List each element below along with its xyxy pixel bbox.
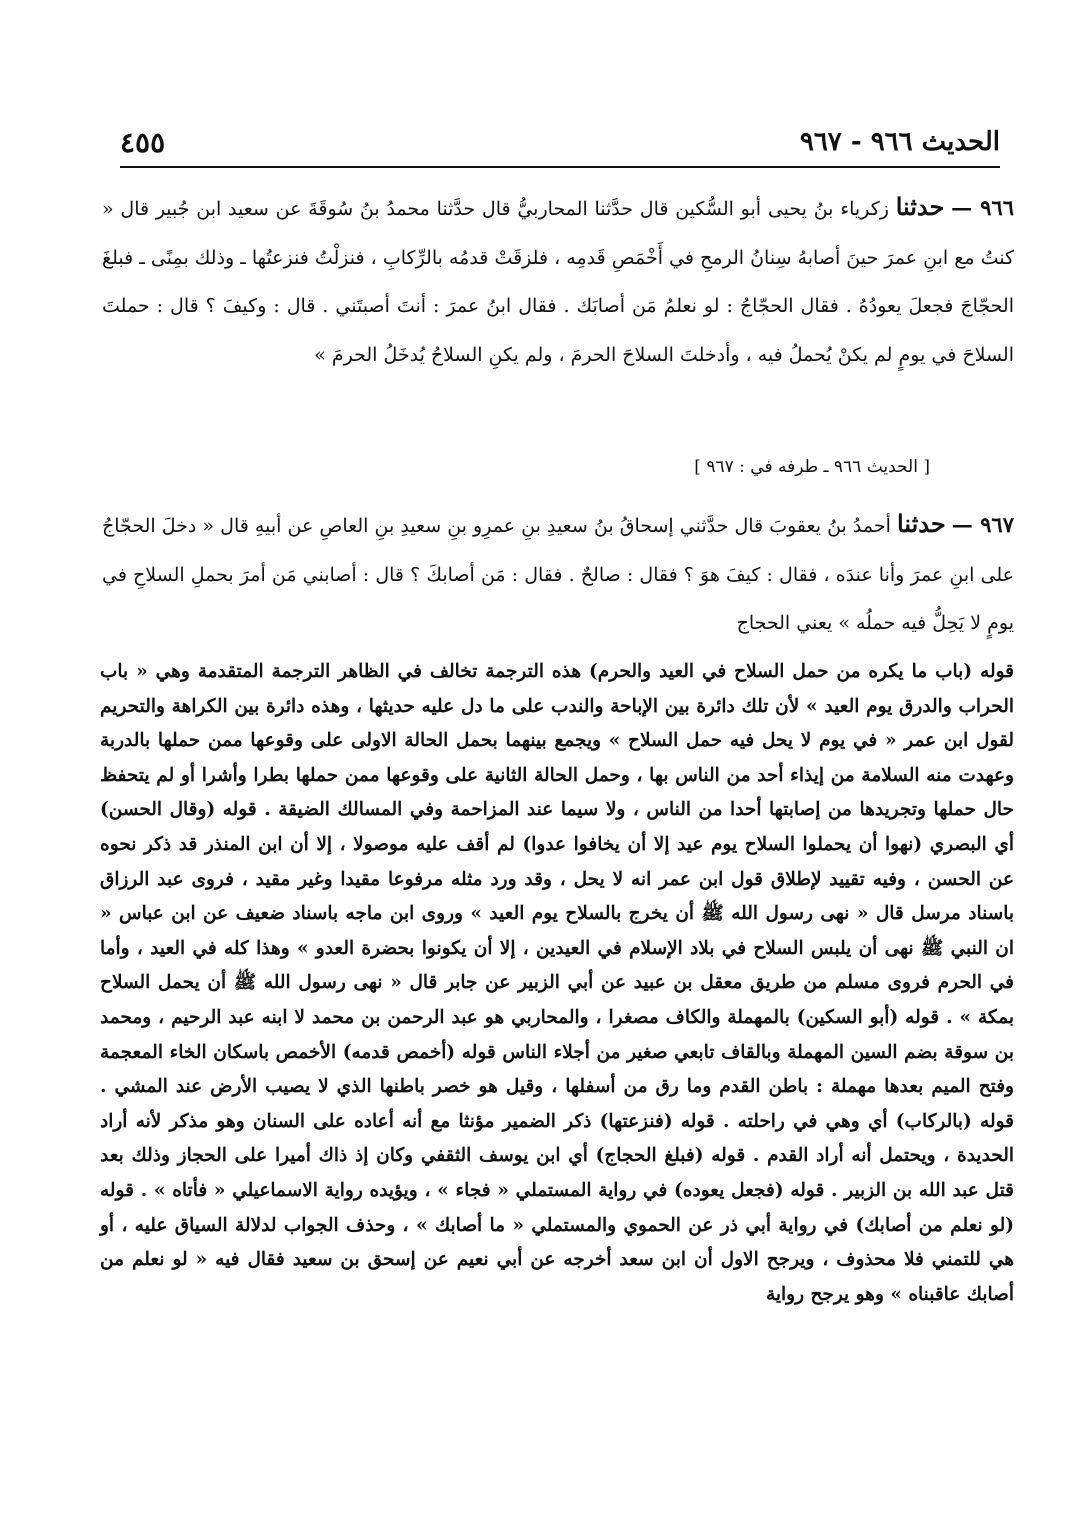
hadith-lead-word: حدثنا — [895, 192, 945, 221]
running-title: الحديث ٩٦٦ - ٩٦٧ — [799, 127, 1000, 157]
hadith-966-text-block — [102, 183, 1014, 379]
hadith-967 — [102, 500, 1014, 648]
page-header — [120, 118, 1000, 168]
page-number: ٤٥٥ — [120, 125, 166, 159]
hadith-text: زكرياء بنُ يحيى أبو السُّكين قال حدَّثنا المحاربيُّ قال حدَّثنا محمدُ بنُ سُوقَةَ عن سعيد ابن جُبير قال « كنتُ مع ابنِ عمرَ حينَ أصابهُ سِنانُ الرمحِ في أَخْمَصِ قَدمِه ، فلزقَتْ قدمُه بالرِّكابِ ، فنزلْتُ فنزعتُها ـ وذلك بمِنًى ـ فبلغَ الحجّاجَ فجعلَ يعودُهُ . فقال الحجّاجُ : لو نعلمُ مَن أصابَك . فقال ابنُ عمرَ : أنتَ أصبتَني . قال : وكيفَ ؟ قال : حملتَ السلاحَ في يومٍ لم يكنْ يُحملُ فيه ، وأدخلتَ السلاحَ الحرمَ ، ولم يكنِ السلاحُ يُدخَلُ الحرمَ » — [102, 198, 1014, 366]
hadith-number: ٩٦٦ — — [951, 195, 1014, 220]
hadith-text: أحمدُ بنُ يعقوبَ قال حدَّثني إسحاقُ بنُ سعيدِ بنِ عمرِو بنِ سعيدِ بنِ العاصِ عن أبيهِ قال « دخلَ الحجّاجُ على ابنِ عمرَ وأنا عندَه ، فقال : كيفَ هوَ ؟ فقال : صالحٌ . فقال : مَن أصابكَ ؟ قال : أصابني مَن أمرَ بحملِ السلاحِ في يومٍ لا يَحِلُّ فيه حملُه » يعني الحجاج — [102, 515, 1014, 634]
cross-reference: [ الحديث ٩٦٦ ـ طرفه في : ٩٦٧ ] — [694, 457, 930, 477]
commentary-block: قوله (باب ما يكره من حمل السلاح في العيد والحرم) هذه الترجمة تخالف في الظاهر الترجمة المتقدمة وهي « باب الحراب والدرق يوم العيد » لأن تلك دائرة بين الإباحة والندب على ما دل عليه حديثها ، وهذه دائرة بين الكراهة والتحريم لقول ابن عمر « في يوم لا يحل فيه حمل السلاح » ويجمع بينهما بحمل الحالة الاولى على وقوعها ممن حملها بالدربة وعهدت منه السلامة من إيذاء أحد من الناس بها ، وحمل الحالة الثانية على وقوعها ممن حملها بطرا وأشرا أو لم يتحفظ حال حملها وتجريدها من إصابتها أحدا من الناس ، ولا سيما عند المزاحمة وفي المسالك الضيقة . قوله (وقال الحسن) أي البصري (نهوا أن يحملوا السلاح يوم عيد إلا أن يخافوا عدوا) لم أقف عليه موصولا ، إلا أن ابن المنذر قد ذكر نحوه عن الحسن ، وفيه تقييد لإطلاق قول ابن عمر انه لا يحل ، وقد ورد مثله مرفوعا مقيدا وغير مقيد ، فروى عبد الرزاق باسناد مرسل قال « نهى رسول الله ﷺ أن يخرج بالسلاح يوم العيد » وروى ابن ماجه باسناد ضعيف عن ابن عباس « ان النبي ﷺ نهى أن يلبس السلاح في بلاد الإسلام في العيدين ، إلا أن يكونوا بحضرة العدو » وهذا كله في العيد ، وأما في الحرم فروى مسلم من طريق معقل بن عبيد عن أبي الزبير عن جابر قال « نهى رسول الله ﷺ أن يحمل السلاح بمكة » . قوله (أبو السكين) بالمهملة والكاف مصغرا ، والمحاربي هو عبد الرحمن بن محمد لا ابنه عبد الرحيم ، ومحمد بن سوقة بضم السين المهملة وبالقاف تابعي صغير من أجلاء الناس قوله (أخمص قدمه) الأخمص باسكان الخاء المعجمة وفتح الميم بعدها مهملة : باطن القدم وما رق من أسفلها ، وقيل هو خصر باطنها الذي لا يصيب الأرض عند المشي . قوله (بالركاب) أي وهي في راحلته . قوله (فنزعتها) ذكر الضمير مؤنثا مع أنه أعاده على السنان وهو مذكر لأنه أراد الحديدة ، ويحتمل أنه أراد القدم . قوله (فبلغ الحجاج) أي ابن يوسف الثقفي وكان إذ ذاك أميرا على الحجاز وذلك بعد قتل عبد الله بن الزبير . قوله (فجعل يعوده) في رواية المستملي « فجاء » ، ويؤيده رواية الاسماعيلي « فأتاه » . قوله (لو نعلم من أصابك) في رواية أبي ذر عن الحموي والمستملي « ما أصابك » ، وحذف الجواب لدلالة السياق عليه ، أو هي للتمني فلا محذوف ، ويرجح الاول أن ابن سعد أخرجه عن أبي نعيم عن إسحق بن سعيد فقال فيه « لو نعلم من أصابك عاقبناه » وهو يرجح رواية — [100, 661, 1014, 1305]
hadith-967-text-block — [102, 500, 1014, 648]
hadith-number: ٩٦٧ — — [951, 512, 1014, 537]
hadith-lead-word: حدثنا — [897, 509, 946, 538]
hadith-966 — [102, 183, 1014, 379]
